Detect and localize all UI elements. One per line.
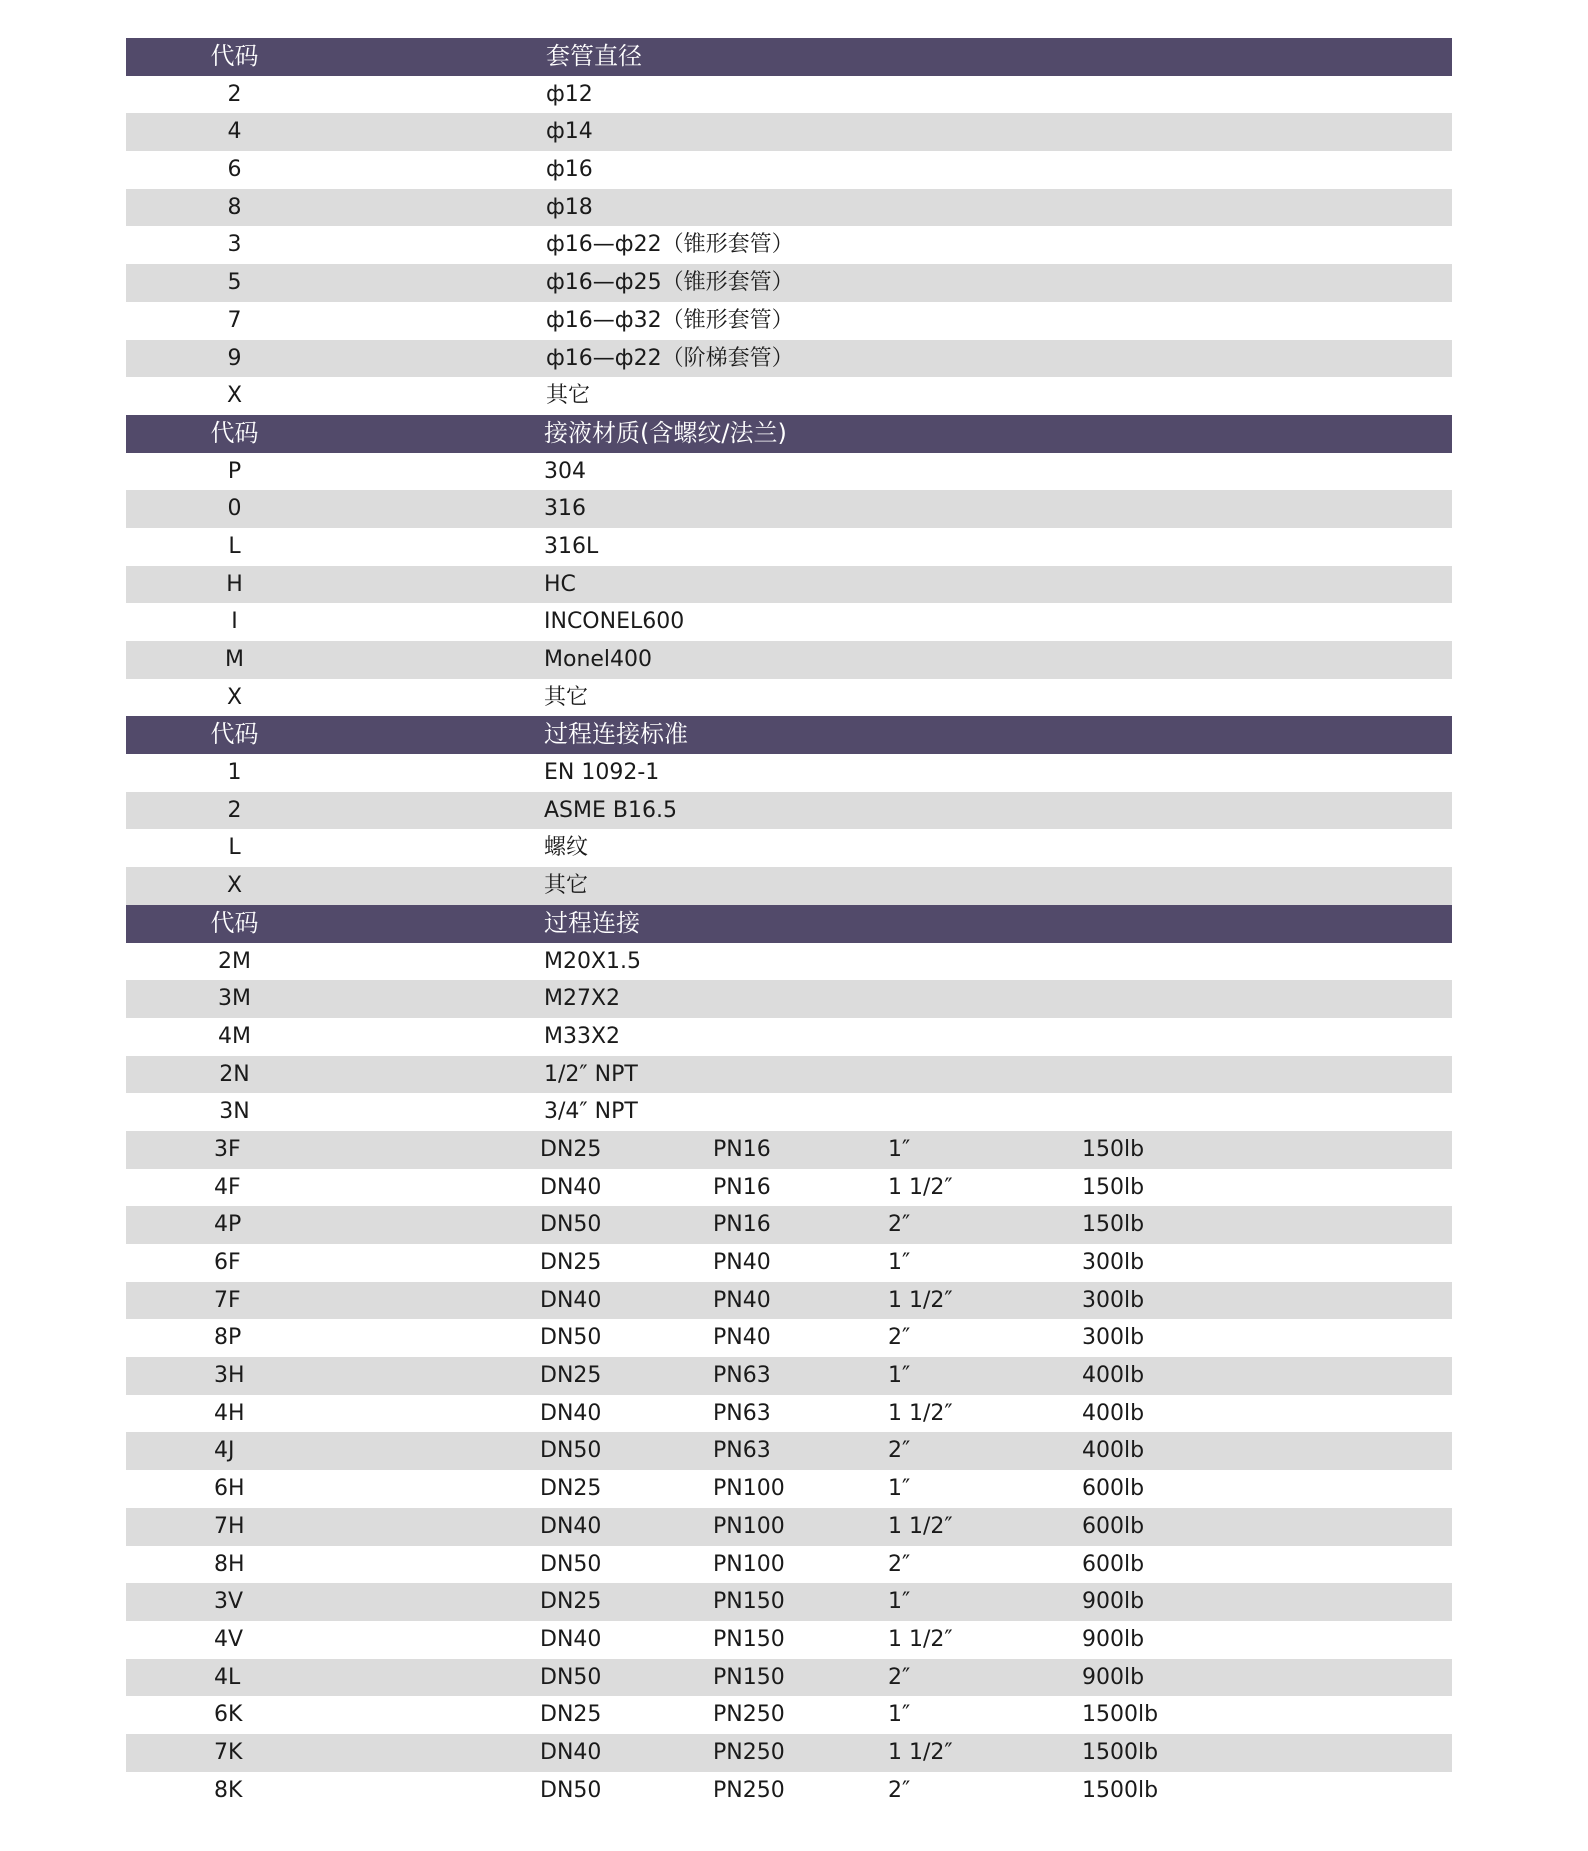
row-pn: PN63: [713, 1400, 771, 1426]
table-row: [126, 264, 1452, 302]
row-value: 1/2″ NPT: [544, 1061, 638, 1087]
row-code: I: [231, 609, 238, 635]
table-row: [126, 1056, 1452, 1094]
row-code: 8H: [214, 1551, 245, 1577]
row-value: EN 1092-1: [544, 760, 660, 786]
row-inch: 2″: [888, 1438, 911, 1464]
row-pn: PN16: [713, 1136, 771, 1162]
header-title: 过程连接标准: [544, 720, 688, 749]
row-code: 3F: [214, 1136, 241, 1162]
flange-row: [126, 1696, 1452, 1734]
row-inch: 1″: [888, 1363, 911, 1389]
row-lb: 400lb: [1082, 1363, 1145, 1389]
table-row: [126, 76, 1452, 114]
row-dn: DN40: [540, 1287, 602, 1313]
row-inch: 2″: [888, 1777, 911, 1803]
row-code: 8: [227, 194, 242, 220]
row-inch: 1 1/2″: [888, 1739, 953, 1765]
header-code-label: 代码: [210, 418, 259, 447]
section-header-wetted-material: [126, 415, 1452, 453]
row-inch: 1″: [888, 1589, 911, 1615]
row-code: 1: [227, 760, 242, 786]
row-pn: PN16: [713, 1174, 771, 1200]
table-row: [126, 340, 1452, 378]
row-lb: 150lb: [1082, 1174, 1145, 1200]
row-code: 4L: [214, 1664, 241, 1690]
row-pn: PN150: [713, 1664, 785, 1690]
row-value: ф14: [546, 119, 593, 145]
row-lb: 600lb: [1082, 1476, 1145, 1502]
row-inch: 1 1/2″: [888, 1174, 953, 1200]
row-lb: 150lb: [1082, 1136, 1145, 1162]
row-code: 6F: [214, 1250, 241, 1275]
row-inch: 1″: [888, 1476, 911, 1502]
row-code: 6: [227, 157, 242, 183]
row-value: 其它: [546, 383, 591, 409]
flange-row: [126, 1621, 1452, 1659]
row-code: 5: [227, 270, 242, 296]
table-row: [126, 453, 1452, 491]
row-code: 7K: [214, 1739, 243, 1765]
row-value: ф16—ф22（阶梯套管）: [546, 345, 794, 371]
row-pn: PN100: [713, 1551, 785, 1577]
row-value: ф16—ф22（锥形套管）: [546, 232, 794, 258]
section-header-process-connection: [126, 905, 1452, 943]
row-lb: 300lb: [1082, 1325, 1145, 1351]
row-dn: DN40: [540, 1400, 602, 1426]
row-dn: DN50: [540, 1438, 602, 1464]
row-dn: DN50: [540, 1212, 602, 1238]
row-code: 3M: [218, 986, 251, 1012]
flange-row: [126, 1395, 1452, 1433]
table-row: [126, 151, 1452, 189]
row-lb: 600lb: [1082, 1551, 1145, 1577]
row-dn: DN50: [540, 1551, 602, 1577]
row-code: 8K: [214, 1777, 243, 1803]
row-inch: 1″: [888, 1250, 911, 1275]
row-pn: PN250: [713, 1702, 785, 1728]
row-value: 其它: [544, 684, 589, 710]
row-code: 7F: [214, 1287, 241, 1313]
row-value: Monel400: [544, 647, 653, 672]
table-row: [126, 867, 1452, 905]
row-lb: 1500lb: [1082, 1702, 1159, 1728]
row-code: 8P: [214, 1325, 242, 1351]
table-row: [126, 754, 1452, 792]
row-code: 4: [227, 119, 242, 145]
row-dn: DN25: [540, 1589, 602, 1615]
row-code: H: [226, 571, 243, 597]
row-pn: PN40: [713, 1287, 771, 1313]
row-lb: 150lb: [1082, 1212, 1145, 1238]
row-code: L: [228, 533, 241, 559]
row-dn: DN25: [540, 1476, 602, 1502]
row-dn: DN40: [540, 1626, 602, 1652]
flange-row: [126, 1206, 1452, 1244]
row-pn: PN250: [713, 1777, 785, 1803]
row-value: 3/4″ NPT: [544, 1099, 638, 1125]
flange-row: [126, 1282, 1452, 1320]
row-code: 0: [227, 496, 242, 522]
flange-row: [126, 1583, 1452, 1621]
row-dn: DN40: [540, 1513, 602, 1539]
row-value: 316L: [544, 533, 599, 559]
row-inch: 1 1/2″: [888, 1513, 953, 1539]
row-code: 4M: [218, 1023, 251, 1049]
table-row: [126, 980, 1452, 1018]
table-row: [126, 943, 1452, 981]
row-pn: PN16: [713, 1212, 771, 1238]
header-title: 过程连接: [544, 908, 640, 937]
row-code: M: [225, 647, 244, 672]
row-code: 4V: [214, 1626, 244, 1652]
row-value: ф12: [546, 81, 593, 107]
header-code-label: 代码: [210, 908, 259, 937]
row-value: 其它: [544, 873, 589, 899]
row-code: 7: [227, 307, 242, 333]
flange-row: [126, 1470, 1452, 1508]
row-code: L: [228, 835, 241, 861]
row-lb: 400lb: [1082, 1438, 1145, 1464]
row-dn: DN25: [540, 1702, 602, 1728]
row-pn: PN40: [713, 1325, 771, 1351]
row-lb: 1500lb: [1082, 1739, 1159, 1765]
section-header-connection-standard: [126, 716, 1452, 754]
row-dn: DN50: [540, 1664, 602, 1690]
table-row: [126, 829, 1452, 867]
header-title: 套管直径: [546, 42, 642, 70]
row-code: 2: [227, 81, 242, 107]
row-value: ф16—ф32（锥形套管）: [546, 307, 794, 333]
table-row: [126, 528, 1452, 566]
row-pn: PN40: [713, 1250, 771, 1275]
row-inch: 1 1/2″: [888, 1287, 953, 1313]
row-inch: 2″: [888, 1551, 911, 1577]
flange-row: [126, 1546, 1452, 1584]
row-pn: PN150: [713, 1589, 785, 1615]
row-code: 3: [227, 232, 242, 258]
row-code: 4F: [214, 1174, 241, 1200]
row-inch: 1″: [888, 1136, 911, 1162]
row-code: 6K: [214, 1702, 243, 1728]
row-dn: DN50: [540, 1325, 602, 1351]
row-code: X: [226, 383, 243, 409]
row-lb: 600lb: [1082, 1513, 1145, 1539]
row-dn: DN25: [540, 1136, 602, 1162]
row-code: 3N: [219, 1099, 250, 1125]
row-code: P: [227, 458, 242, 484]
row-dn: DN40: [540, 1739, 602, 1765]
table-row: [126, 566, 1452, 604]
flange-row: [126, 1508, 1452, 1546]
row-inch: 1″: [888, 1702, 911, 1728]
row-value: M27X2: [544, 986, 621, 1012]
row-code: 4H: [214, 1400, 245, 1426]
row-code: 9: [227, 345, 242, 371]
row-value: INCONEL600: [544, 609, 685, 635]
row-value: HC: [544, 571, 576, 597]
row-lb: 1500lb: [1082, 1777, 1159, 1803]
row-dn: DN25: [540, 1363, 602, 1389]
row-code: X: [226, 684, 243, 710]
flange-row: [126, 1244, 1452, 1282]
row-lb: 900lb: [1082, 1664, 1145, 1690]
table-row: [126, 377, 1452, 415]
flange-row: [126, 1319, 1452, 1357]
table-row: [126, 490, 1452, 528]
row-lb: 900lb: [1082, 1626, 1145, 1652]
spec-table: [126, 38, 1452, 1809]
table-row: [126, 679, 1452, 717]
row-inch: 2″: [888, 1664, 911, 1690]
row-pn: PN100: [713, 1476, 785, 1502]
row-pn: PN100: [713, 1513, 785, 1539]
row-value: ASME B16.5: [544, 797, 677, 823]
row-code: 2: [227, 797, 242, 823]
section-header-sleeve-diameter: [126, 38, 1452, 76]
row-dn: DN25: [540, 1250, 602, 1275]
row-inch: 2″: [888, 1325, 911, 1351]
header-title: 接液材质(含螺纹/法兰): [544, 418, 787, 447]
table-row: [126, 641, 1452, 679]
table-row: [126, 226, 1452, 264]
row-code: 3H: [214, 1363, 245, 1389]
table-row: [126, 1093, 1452, 1131]
row-inch: 2″: [888, 1212, 911, 1238]
row-pn: PN250: [713, 1739, 785, 1765]
row-code: 4J: [214, 1438, 235, 1464]
row-code: X: [226, 873, 243, 899]
flange-row: [126, 1169, 1452, 1207]
row-code: 2M: [218, 948, 251, 974]
flange-row: [126, 1734, 1452, 1772]
row-pn: PN63: [713, 1438, 771, 1464]
flange-row: [126, 1772, 1452, 1810]
row-value: M20X1.5: [544, 948, 642, 974]
row-code: 6H: [214, 1476, 245, 1502]
header-code-label: 代码: [210, 42, 259, 70]
row-code: 4P: [214, 1212, 242, 1238]
row-value: ф16—ф25（锥形套管）: [546, 270, 794, 296]
table-row: [126, 792, 1452, 830]
flange-row: [126, 1432, 1452, 1470]
flange-row: [126, 1131, 1452, 1169]
row-pn: PN63: [713, 1363, 771, 1389]
row-value: 304: [544, 458, 586, 484]
row-lb: 300lb: [1082, 1287, 1145, 1313]
table-row: [126, 302, 1452, 340]
row-dn: DN40: [540, 1174, 602, 1200]
row-value: 螺纹: [544, 835, 589, 861]
row-code: 7H: [214, 1513, 245, 1539]
table-row: [126, 189, 1452, 227]
header-code-label: 代码: [210, 720, 259, 749]
row-dn: DN50: [540, 1777, 602, 1803]
row-value: ф16: [546, 157, 593, 183]
row-code: 3V: [214, 1589, 244, 1615]
flange-row: [126, 1659, 1452, 1697]
row-lb: 300lb: [1082, 1250, 1145, 1275]
row-code: 2N: [219, 1061, 250, 1087]
row-lb: 900lb: [1082, 1589, 1145, 1615]
row-inch: 1 1/2″: [888, 1400, 953, 1426]
row-value: 316: [544, 496, 586, 522]
row-pn: PN150: [713, 1626, 785, 1652]
table-row: [126, 603, 1452, 641]
row-value: M33X2: [544, 1023, 621, 1049]
table-row: [126, 113, 1452, 151]
row-value: ф18: [546, 194, 593, 220]
flange-row: [126, 1357, 1452, 1395]
table-row: [126, 1018, 1452, 1056]
row-inch: 1 1/2″: [888, 1626, 953, 1652]
row-lb: 400lb: [1082, 1400, 1145, 1426]
